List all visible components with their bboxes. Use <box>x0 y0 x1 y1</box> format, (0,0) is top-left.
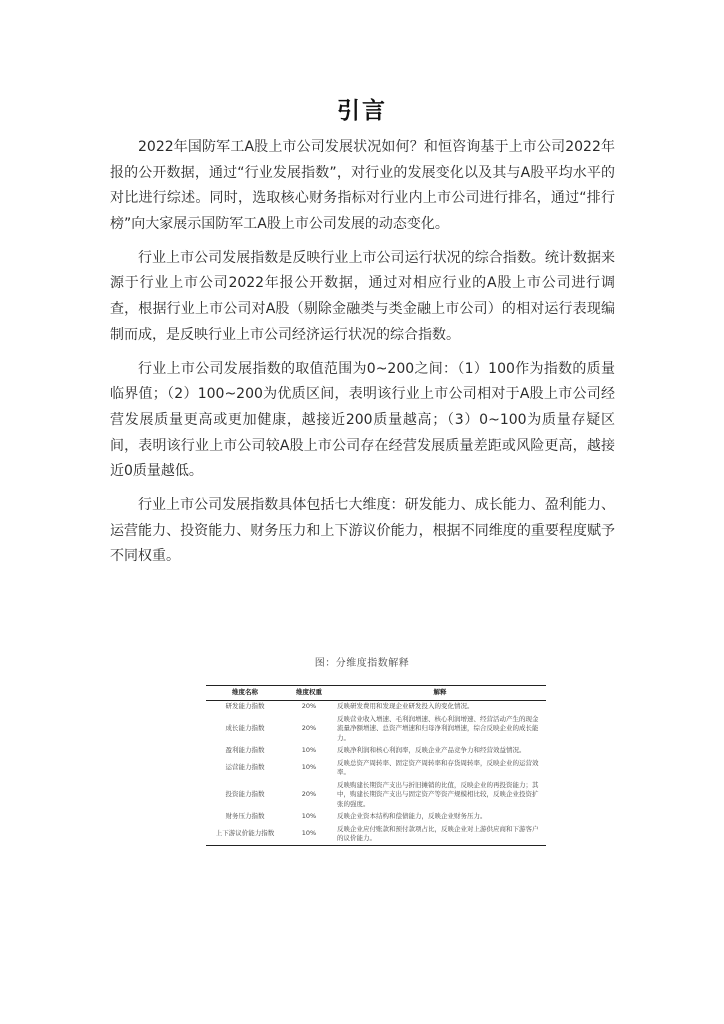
dimension-name: 财务压力指数 <box>225 812 265 820</box>
dimension-weight: 10% <box>301 746 317 754</box>
table-row <box>206 823 546 846</box>
dimension-desc: 反映净利润和核心利润率，反映企业产品竞争力和经营效益情况。 <box>337 746 526 754</box>
dimension-name: 投资能力指数 <box>225 790 265 798</box>
table-header-row <box>206 686 546 701</box>
dimension-desc: 反映企业资本结构和偿债能力，反映企业财务压力。 <box>337 812 487 820</box>
page-title: 引言 <box>337 98 387 124</box>
dimension-table <box>206 685 546 846</box>
paragraph: 2022年国防军工A股上市公司发展状况如何？和恒咨询基于上市公司2022年报的公开数据，通过“行业发展指数”，对行业的发展变化以及其与A股平均水平的对比进行综述。同时，选取核心财务指标对行业内上市公司进行排名，通过“排行榜”向大家展示国防军工A股上市公司发展的动态变化。 <box>110 139 615 232</box>
dimension-weight: 10% <box>284 823 334 846</box>
column-header-weight: 维度权重 <box>284 686 334 701</box>
body-text <box>110 135 615 579</box>
dimension-weight: 20% <box>301 724 317 732</box>
column-header-desc: 解释 <box>334 686 546 701</box>
figure-caption: 图：分维度指数解释 <box>314 658 410 669</box>
dimension-name: 运营能力指数 <box>225 763 265 772</box>
table-row <box>206 757 546 779</box>
table-row <box>206 811 546 824</box>
dimension-weight: 20% <box>301 790 317 798</box>
dimension-weight: 20% <box>301 702 317 710</box>
dimension-name: 上下游议价能力指数 <box>206 823 284 846</box>
paragraph: 行业上市公司发展指数是反映行业上市公司运行状况的综合指数。统计数据来源于行业上市公司2022年报公开数据，通过对相应行业的A股上市公司进行调查，根据行业上市公司对A股（剔除金融类与类金融上市公司）的相对运行表现编制而成，是反映行业上市公司经济运行状况的综合指数。 <box>110 249 615 343</box>
paragraph: 行业上市公司发展指数具体包括七大维度：研发能力、成长能力、盈利能力、运营能力、投资能力、财务压力和上下游议价能力，根据不同维度的重要程度赋予不同权重。 <box>110 497 615 565</box>
dimension-name: 盈利能力指数 <box>225 746 265 754</box>
column-header-name: 维度名称 <box>206 686 284 701</box>
table-row <box>206 713 546 745</box>
dimension-name: 研发能力指数 <box>225 702 265 710</box>
dimension-weight: 10% <box>301 763 317 772</box>
table-row <box>206 779 546 811</box>
dimension-name: 成长能力指数 <box>225 724 265 732</box>
dimension-weight: 10% <box>301 812 317 820</box>
table-row <box>206 700 546 713</box>
table-row <box>206 745 546 758</box>
dimension-desc: 反映研发费用和发现企业研发投入的变化情况。 <box>337 702 474 710</box>
dimension-desc: 反映购建长期资产支出与折旧摊销的比值，反映企业的再投资能力；其中，购建长期资产支出与固定资产等资产规模相比较，反映企业投资扩张的强度。 <box>337 780 539 808</box>
dimension-desc: 反映总资产周转率、固定资产周转率和存货周转率，反映企业的运营效率。 <box>337 758 539 776</box>
paragraph: 行业上市公司发展指数的取值范围为0~200之间：（1）100作为指数的质量临界值；（2）100~200为优质区间，表明该行业上市公司相对于A股上市公司经营发展质量更高或更加健康，越接近200质量越高；（3）0~100为质量存疑区间，表明该行业上市公司较A股上市公司存在经营发展质量差距或风险更高，越接近0质量越低。 <box>110 360 615 480</box>
dimension-desc: 反映营业收入增速、毛利润增速、核心利润增速、经营活动产生的现金流量净额增速、总资产增速和归母净利润增速，综合反映企业的成长能力。 <box>337 714 539 742</box>
dimension-desc: 反映企业应付账款和预付款项占比，反映企业对上游供应商和下游客户的议价能力。 <box>334 823 546 846</box>
